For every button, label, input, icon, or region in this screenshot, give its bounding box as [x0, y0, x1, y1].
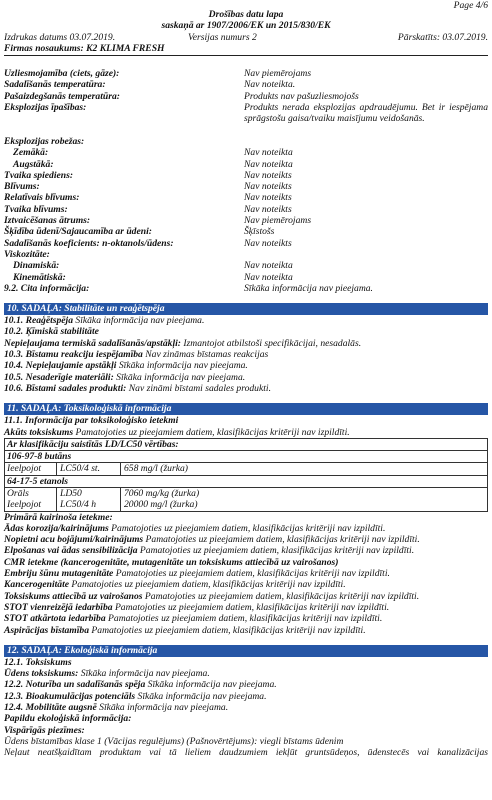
print-date: Izdrukas datums 03.07.2019. [4, 31, 116, 43]
endpoint-ld50: LD50 [60, 487, 82, 499]
text-line [4, 534, 488, 545]
property-row [4, 136, 488, 147]
text-line [4, 725, 488, 736]
table-cell: Ieelpojot [5, 463, 57, 474]
property-key: Uzliesmojamība (ciets, gāze): [4, 68, 120, 80]
trade-name: Firmas nosaukums: K2 KLIMA FRESH [4, 42, 165, 54]
version-number: Versijas numurs 2 [188, 31, 257, 43]
text-line [4, 625, 488, 636]
text-line [4, 591, 488, 602]
property-key: Blīvums: [4, 181, 40, 193]
property-value: Nav noteikta [244, 271, 293, 283]
page-number: Page 4/6 [453, 0, 488, 11]
table-cell: 658 mg/l (žurka) [124, 463, 188, 475]
section-11-subheading: 11.1. Informācija par toksikoloģisko ietekmi [4, 415, 179, 427]
text-line: Neļaut neatšķaidītam produktam vai tā lieliem daudzumiem iekļūt gruntsūdeņos, ūdenstecēs vai kanalizācijas [4, 747, 488, 759]
property-key: 9.2. Cita informācija: [4, 282, 90, 294]
line-label: Ūdens toksiskums: [4, 668, 79, 680]
line-label: Papildu ekoloģiskā informācija: [4, 713, 132, 725]
property-row [4, 91, 488, 102]
line-label: Nopietni acu bojājumi/kairinājums [4, 534, 144, 546]
property-value: Nav piemērojams [244, 215, 312, 227]
substance-row: 106-97-8 butāns [5, 450, 487, 462]
line-label: Kancerogenitāte [4, 579, 70, 591]
line-label: 10.3. Bīstamu reakciju iespējamība [4, 349, 143, 361]
line-text: Izmantojot atbilstoši specifikācijai, nesadalās. [180, 337, 362, 349]
primary-irritant-heading: Primārā kairinoša ietekme: [4, 511, 113, 523]
line-text: Pamatojoties uz pieejamiem datiem, klasifikācijas kritēriji nav izpildīti. [142, 590, 420, 602]
section-11-header: 11. SADAĻA: Toksikoloģiskā informācija [4, 403, 488, 415]
line-label: STOT vienreizējā iedarbība [4, 601, 113, 613]
route-oral: Orāls [7, 487, 29, 499]
text-line [4, 679, 488, 690]
document-title: Drošības datu lapa [208, 9, 284, 20]
text-line [4, 326, 488, 337]
line-label: 12.1. Toksiskums [4, 656, 72, 668]
property-value [244, 136, 488, 147]
line-text: Sīkāka informācija nav pieejama. [78, 668, 210, 680]
property-value: Nav noteikts [244, 192, 292, 204]
line-label: 10.2. Ķīmiskā stabilitāte [4, 326, 99, 338]
property-key: Viskozitāte: [4, 248, 50, 260]
line-text: Pamatojoties uz pieejamiem datiem, klasifikācijas kritēriji nav izpildīti. [69, 579, 346, 591]
section-12-header: 12. SADAĻA: Ekoloģiskā informācija [4, 645, 488, 657]
property-row [4, 79, 488, 90]
table-cell [5, 488, 57, 511]
text-line [4, 338, 488, 349]
property-key: Sadalīšanās temperatūra: [4, 79, 106, 91]
line-label: Nepieļaujama termiskā sadalīšanās/apstākļi: [4, 337, 181, 349]
property-key: Zemākā: [13, 147, 49, 159]
property-row [4, 238, 488, 249]
route-inhalation: Ieelpojot [7, 499, 42, 511]
line-label: Toksiskums attiecībā uz vairošanos [4, 590, 143, 602]
property-row [4, 192, 488, 203]
property-row [4, 215, 488, 226]
property-row [4, 68, 488, 79]
line-text: Sīkāka informācija nav pieejama. [96, 702, 229, 714]
table-row [5, 487, 487, 511]
line-label: Aspirācijas bīstamība [4, 624, 90, 636]
text-line [4, 545, 488, 556]
property-value: Nav noteikta [244, 158, 293, 170]
substance-row: 64-17-5 etanols [5, 475, 487, 487]
table-cell [57, 488, 121, 511]
line-text: Nav zināmas bīstamas reakcijas [142, 349, 269, 361]
value-lc50: 20000 mg/l (žurka) [124, 499, 198, 511]
property-key: Sadalīšanās koeficients: n-oktanols/ūdens: [4, 237, 174, 249]
text-line [4, 668, 488, 679]
property-value: Nav noteikta [244, 147, 293, 159]
line-text: Pamatojoties uz pieejamiem datiem, klasifikācijas kritēriji nav izpildīti. [89, 624, 366, 636]
property-row [4, 249, 488, 260]
property-row [4, 159, 488, 170]
properties-list [4, 68, 488, 294]
endpoint-lc50: LC50/4 h [60, 499, 96, 511]
section-12-body [4, 657, 488, 747]
property-value: Nav noteikts [244, 181, 292, 193]
line-text: Pamatojoties uz pieejamiem datiem, klasifikācijas kritēriji nav izpildīti. [112, 601, 390, 613]
value-ld50: 7060 mg/kg (žurka) [124, 487, 200, 499]
text-line [4, 702, 488, 713]
property-value: Nav noteikts [244, 169, 292, 181]
line-text: Pamatojoties uz pieejamiem datiem, klasifikācijas kritēriji nav izpildīti. [143, 534, 420, 546]
header-divider [4, 55, 488, 56]
text-line [4, 713, 488, 724]
property-value: Produkts nav pašuzliesmojošs [244, 90, 359, 102]
table-cell: LC50/4 st. [57, 463, 121, 474]
property-row [4, 204, 488, 215]
table-row [5, 462, 487, 474]
property-row [4, 260, 488, 271]
line-text: Pamatojoties uz pieejamiem datiem, klasifikācijas kritēriji nav izpildīti. [113, 568, 390, 580]
property-key: Tvaika blīvums: [4, 203, 68, 215]
text-line [4, 602, 488, 613]
property-value: Produkts nerada eksplozijas apdraudējumu. Bet ir iespējama sprāgstošu gaisa/tvaiku maisījumu veidošanās. [244, 102, 488, 125]
line-label: 10.5. Nesaderīgie materiāli: [4, 371, 114, 383]
line-label: 12.2. Noturība un sadalīšanās spēja [4, 679, 146, 691]
line-text: Sīkāka informācija nav pieejama. [145, 679, 277, 691]
line-text: Ūdens bīstamības klase 1 (Vācijas regulējums) (Pašnovērtējums): viegli bīstams ūdenim [4, 735, 344, 747]
property-key: Tvaika spiediens: [4, 169, 74, 181]
property-key: Relatīvais blīvums: [4, 192, 80, 204]
ld-lc50-table [4, 438, 488, 512]
property-key: Šķīdība ūdenī/Sajaucamība ar ūdeni: [4, 226, 152, 238]
revised-date: Pārskatīts: 03.07.2019. [397, 31, 488, 43]
line-label: Ādas korozija/kairinājums [4, 522, 109, 534]
line-label: 12.3. Bioakumulācijas potenciāls [4, 690, 136, 702]
text-line [4, 736, 488, 747]
table-header: Ar klasifikāciju saistītās LD/LC50 vērtības: [7, 438, 179, 450]
line-label: STOT atkārtota iedarbība [4, 613, 106, 625]
line-text: Pamatojoties uz pieejamiem datiem, klasifikācijas kritēriji nav izpildīti. [137, 545, 415, 557]
text-line [4, 613, 488, 624]
property-value: Nav noteikts [244, 237, 292, 249]
property-row [4, 170, 488, 181]
line-label: Vispārīgās piezīmes: [4, 724, 85, 736]
line-text: Sīkāka informācija nav pieejama. [73, 315, 205, 327]
property-key: Dinamiskā: [13, 260, 60, 272]
property-key: Eksplozijas robežas: [4, 135, 85, 147]
property-row [4, 181, 488, 192]
text-line [4, 691, 488, 702]
property-row [4, 272, 488, 283]
property-key: Eksplozijas īpašības: [4, 102, 87, 114]
text-line [4, 568, 488, 579]
line-label: Embriju šūnu mutagenitāte [4, 568, 114, 580]
property-value: Nav noteikta. [244, 79, 296, 91]
line-label: 10.1. Reaģētspēja [4, 315, 74, 327]
property-key: Kinemātiskā: [13, 271, 66, 283]
section-10-body [4, 315, 488, 394]
table-cell [121, 488, 487, 511]
line-text: Pamatojoties uz pieejamiem datiem, klasifikācijas kritēriji nav izpildīti. [105, 613, 383, 625]
line-text: Sīkāka informācija nav pieejama. [113, 371, 246, 383]
line-label: 10.6. Bīstami sadales produkti: [4, 382, 127, 394]
text-line [4, 383, 488, 394]
line-label: Elpošanas vai ādas sensibilizācija [4, 545, 138, 557]
properties-list-2 [4, 136, 488, 294]
line-text: Nav zināmi bīstami sadales produkti. [126, 382, 271, 394]
text-line [4, 523, 488, 534]
property-value: Nav noteikts [244, 203, 292, 215]
line-label: 10.4. Nepieļaujamie apstākļi [4, 360, 117, 372]
line-label: CMR ietekme (kancerogenitāte, mutagenitāte un toksiskums attiecībā uz vairošanos) [4, 556, 339, 568]
line-label: 12.4. Mobilitāte augsnē [4, 702, 97, 714]
property-value: Sīkāka informācija nav pieejama. [244, 282, 373, 294]
property-row [4, 283, 488, 294]
text-line [4, 360, 488, 371]
property-key: Pašaizdegšanās temperatūra: [4, 90, 120, 102]
text-line [4, 579, 488, 590]
property-value: Nav noteikta [244, 260, 293, 272]
text-line [4, 315, 488, 326]
text-line [4, 349, 488, 360]
line-text: Pamatojoties uz pieejamiem datiem, klasifikācijas kritēriji nav izpildīti. [108, 522, 386, 534]
property-row [4, 226, 488, 237]
property-value: Nav piemērojams [244, 68, 312, 80]
spacer [4, 125, 488, 136]
property-value [244, 249, 488, 260]
line-text: Sīkāka informācija nav pieejama. [116, 360, 248, 372]
property-value: Šķīstošs [244, 226, 275, 238]
header-meta-row [4, 32, 488, 43]
property-row [4, 102, 488, 125]
text-line [4, 372, 488, 383]
document-subtitle: saskaņā ar 1907/2006/EK un 2015/830/EK [161, 20, 331, 32]
line-text: Sīkāka informācija nav pieejama. [135, 690, 267, 702]
section-10-header: 10. SADAĻA: Stabilitāte un reaģētspēja [4, 303, 488, 315]
property-row [4, 147, 488, 158]
section-11-body [4, 523, 488, 636]
text-line [4, 557, 488, 568]
property-key: Iztvaicēšanas ātrums: [4, 215, 91, 227]
property-key: Augstākā: [13, 158, 54, 170]
text-line [4, 657, 488, 668]
acute-toxicity-line: Akūts toksiskums Pamatojoties uz pieejamiem datiem, klasifikācijas kritēriji nav izpildīti. [4, 426, 350, 438]
